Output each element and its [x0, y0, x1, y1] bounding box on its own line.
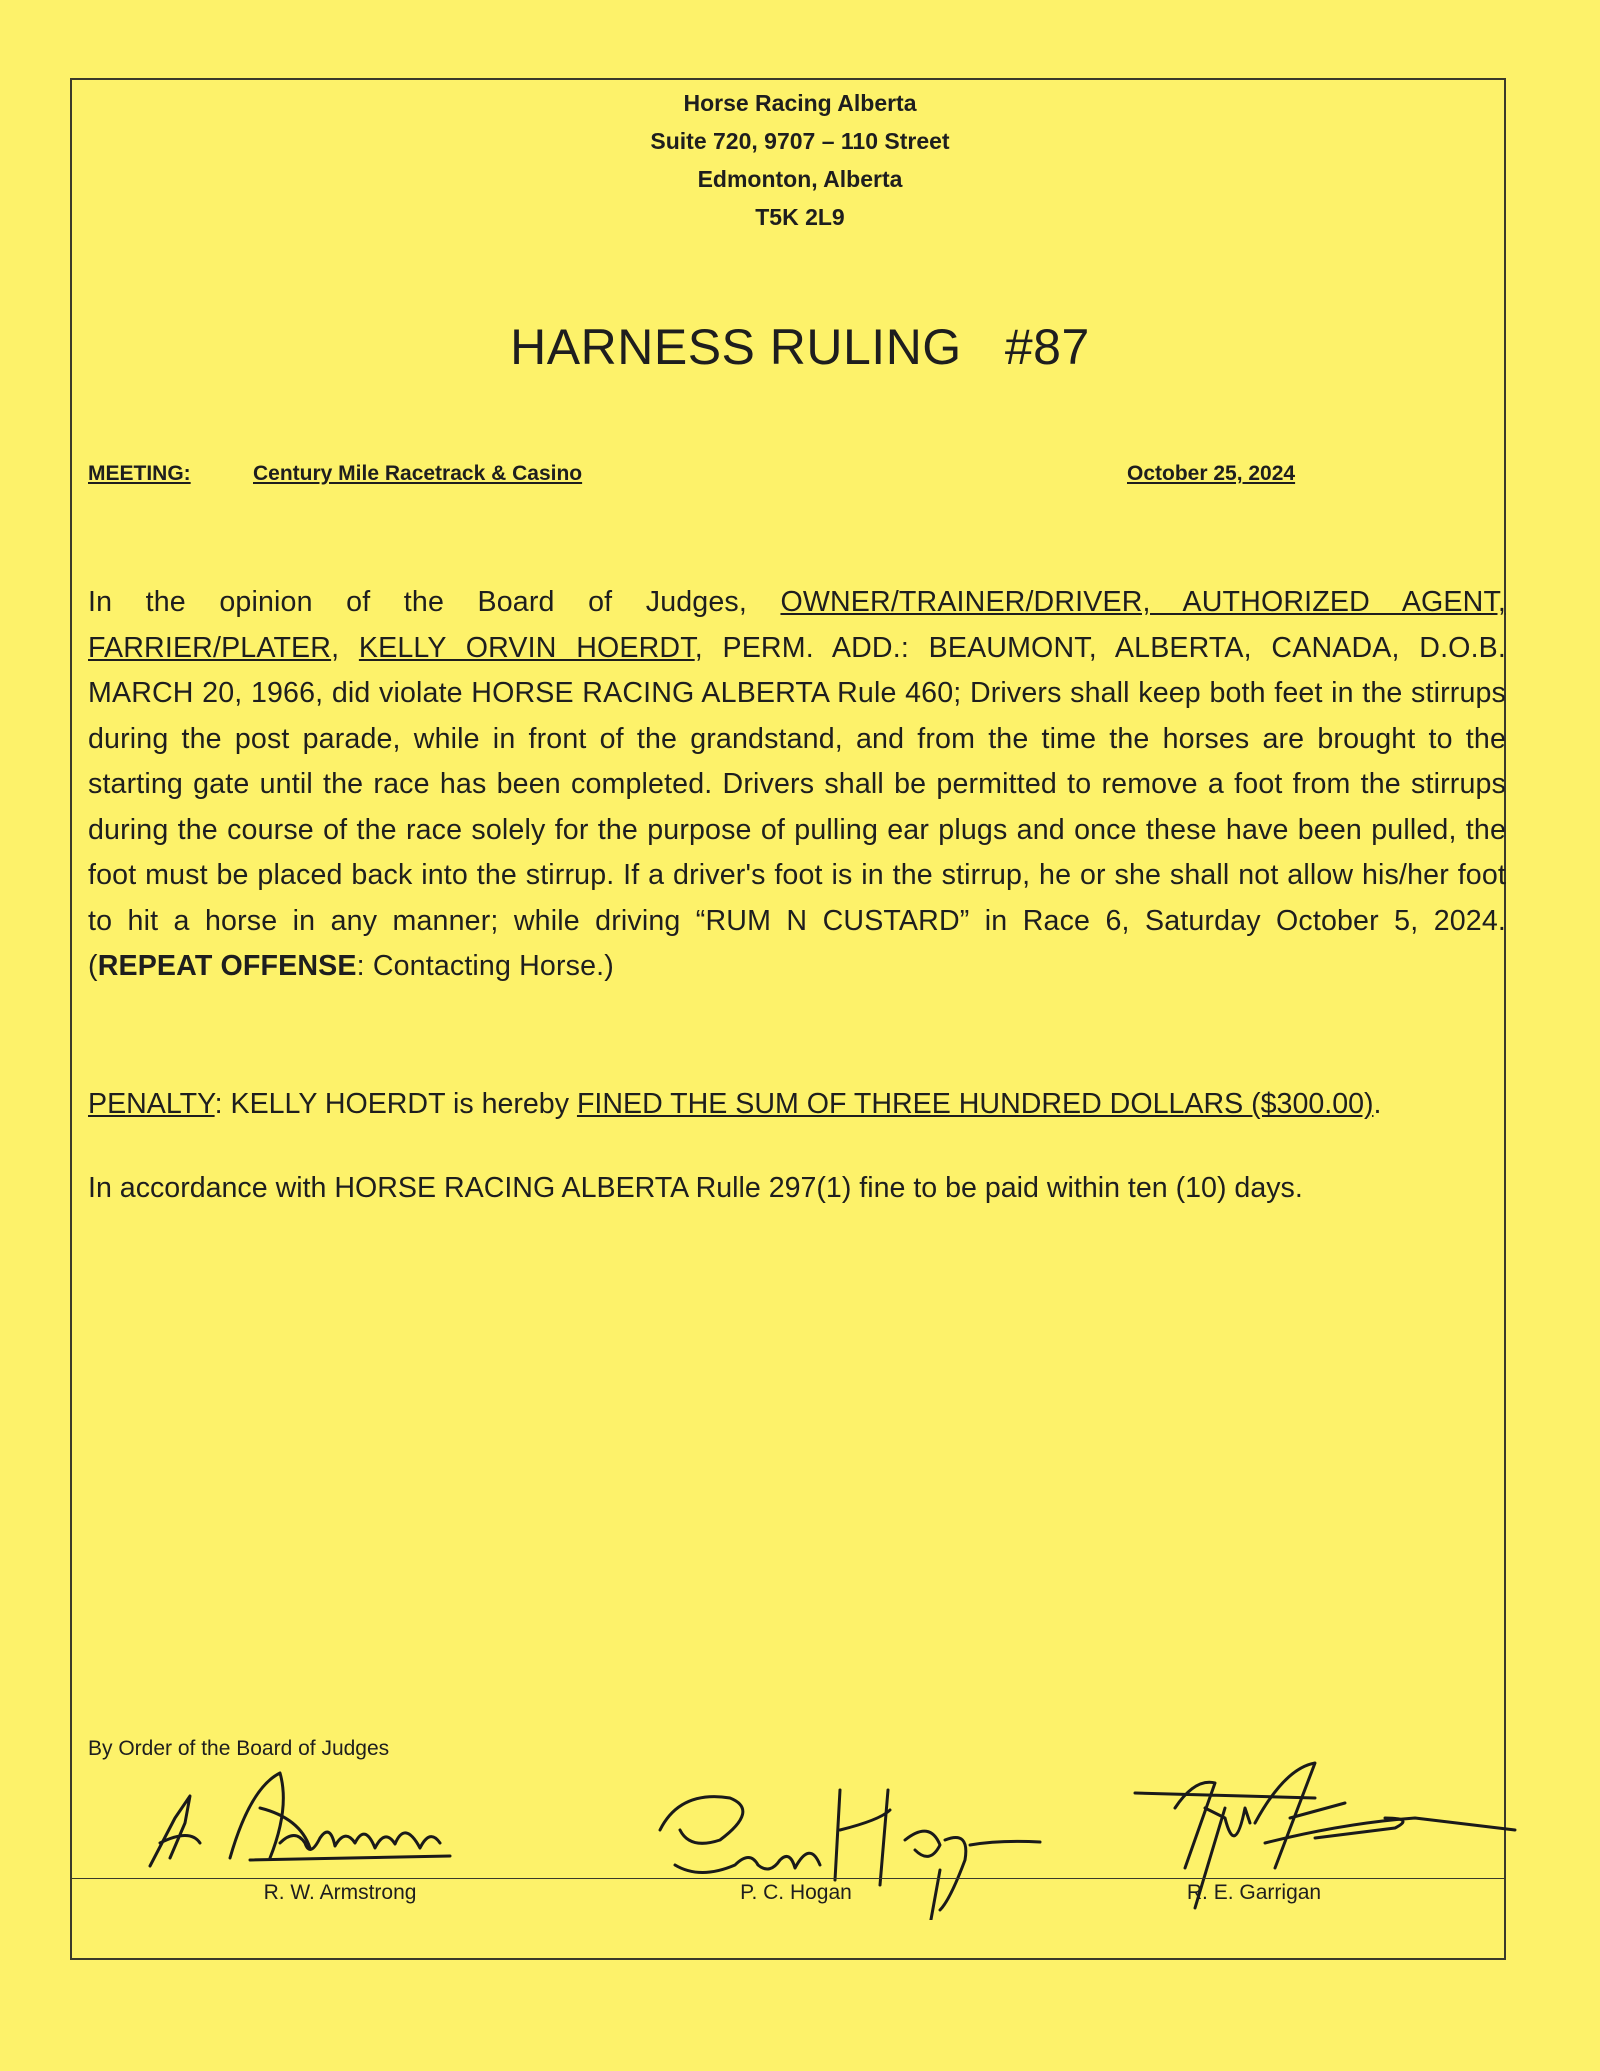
body-intro: In the opinion of the Board of Judges,	[88, 586, 781, 618]
accordance-paragraph: In accordance with HORSE RACING ALBERTA Rulle 297(1) fine to be paid within ten (10) days.	[88, 1172, 1303, 1204]
penalty-label: PENALTY	[88, 1088, 215, 1120]
judge-name-garrigan: R. E. Garrigan	[1186, 1881, 1322, 1904]
judge-name-armstrong: R. W. Armstrong	[263, 1881, 417, 1904]
postal-code: T5K 2L9	[755, 204, 845, 230]
signature-armstrong	[130, 1748, 470, 1878]
judge-name-hogan: P. C. Hogan	[740, 1881, 852, 1904]
licensee-name: KELLY ORVIN HOERDT	[358, 631, 695, 664]
penalty-paragraph	[88, 1082, 1506, 1127]
ruling-body	[88, 580, 1506, 990]
fine-amount: FINED THE SUM OF THREE HUNDRED DOLLARS ($300.00)	[576, 1088, 1374, 1120]
meeting-label: MEETING:	[88, 462, 191, 485]
letterhead	[0, 84, 1600, 236]
licensee-roles: OWNER/TRAINER/DRIVER, AUTHORIZED AGENT, FARRIER/PLATER	[88, 586, 1506, 664]
body-sep: ,	[331, 631, 359, 664]
meeting-venue: Century Mile Racetrack & Casino	[253, 462, 583, 485]
penalty-end: .	[1373, 1088, 1382, 1120]
repeat-offense: REPEAT OFFENSE	[97, 950, 357, 982]
signature-line	[72, 1878, 1504, 1879]
ruling-date: October 25, 2024	[1127, 462, 1296, 485]
body-offense-type: : Contacting Horse.)	[356, 950, 614, 982]
body-violation: , PERM. ADD.: BEAUMONT, ALBERTA, CANADA, D.O.B. MARCH 20, 1966, did violate HORSE RACING ALBERTA Rule 460; Drivers shall keep both feet in the stirrups during the post parade, while in front of the grandstand, and from the time the horses are brought to the starting gate until the race has been completed. Drivers shall be permitted to remove a foot from the stirrups during the course of the race solely for the purpose of pulling ear plugs and once these have been pulled, the foot must be placed back into the stirrup. If a driver's foot is in the stirrup, he or she shall not allow his/her foot to hit a horse in any manner; while driving “RUM N CUSTARD” in Race 6, Saturday October 5, 2024. (	[88, 631, 1506, 982]
ruling-title	[0, 318, 1600, 376]
org-name: Horse Racing Alberta	[683, 90, 917, 116]
address-line-1: Suite 720, 9707 – 110 Street	[650, 128, 950, 154]
meeting-row	[88, 462, 1328, 496]
penalty-text: : KELLY HOERDT is hereby	[214, 1088, 577, 1120]
ruling-title-text: HARNESS RULING #87	[510, 319, 1090, 375]
address-line-2: Edmonton, Alberta	[697, 166, 903, 192]
by-order-label: By Order of the Board of Judges	[88, 1737, 390, 1760]
